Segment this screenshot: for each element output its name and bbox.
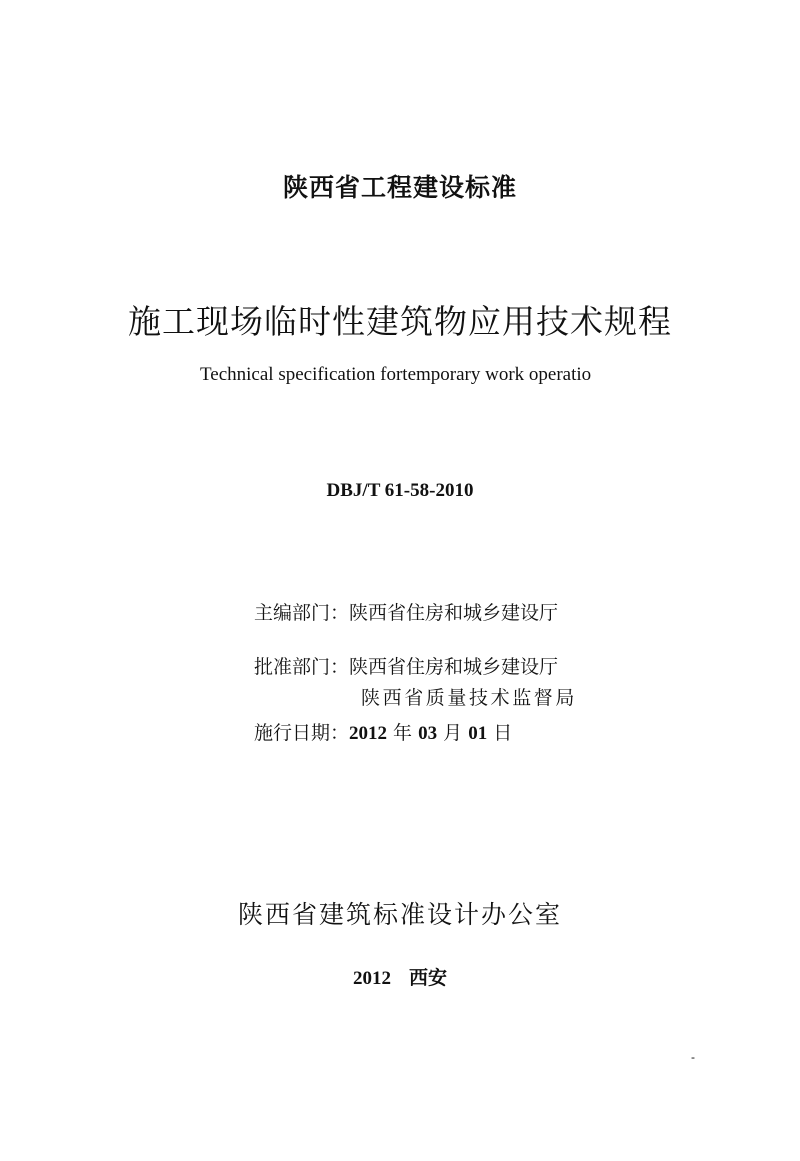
publication-city: 西安 bbox=[408, 967, 447, 989]
editor-row bbox=[254, 598, 558, 625]
date-label: 施行日期： bbox=[254, 722, 350, 744]
approver-value-1: 陕西省住房和城乡建设厅 bbox=[349, 656, 559, 678]
editor-value: 陕西省住房和城乡建设厅 bbox=[349, 602, 559, 624]
standard-code: DBJ/T 61-58-2010 bbox=[326, 480, 474, 501]
publication-year-place bbox=[0, 963, 800, 990]
approver-row-2 bbox=[361, 683, 577, 710]
date-day-unit: 日 bbox=[487, 722, 513, 744]
date-day: 01 bbox=[468, 723, 488, 744]
publication-year: 2012 bbox=[352, 968, 391, 989]
standard-category-heading: 陕西省工程建设标准 bbox=[282, 173, 517, 202]
approver-label: 批准部门： bbox=[254, 656, 350, 678]
date-year-unit: 年 bbox=[387, 722, 419, 744]
date-month-unit: 月 bbox=[437, 722, 469, 744]
approver-value-2: 陕西省质量技术监督局 bbox=[361, 687, 578, 709]
date-month: 03 bbox=[418, 723, 438, 744]
page-mark: - bbox=[691, 1050, 695, 1064]
date-year: 2012 bbox=[349, 723, 388, 744]
editor-label: 主编部门： bbox=[254, 602, 350, 624]
publisher: 陕西省建筑标准设计办公室 bbox=[237, 900, 562, 929]
document-english-title: Technical specification fortemporary work operatio bbox=[200, 364, 592, 385]
approver-row bbox=[254, 652, 558, 679]
effective-date-row bbox=[254, 718, 512, 745]
document-title: 施工现场临时性建筑物应用技术规程 bbox=[128, 302, 672, 341]
